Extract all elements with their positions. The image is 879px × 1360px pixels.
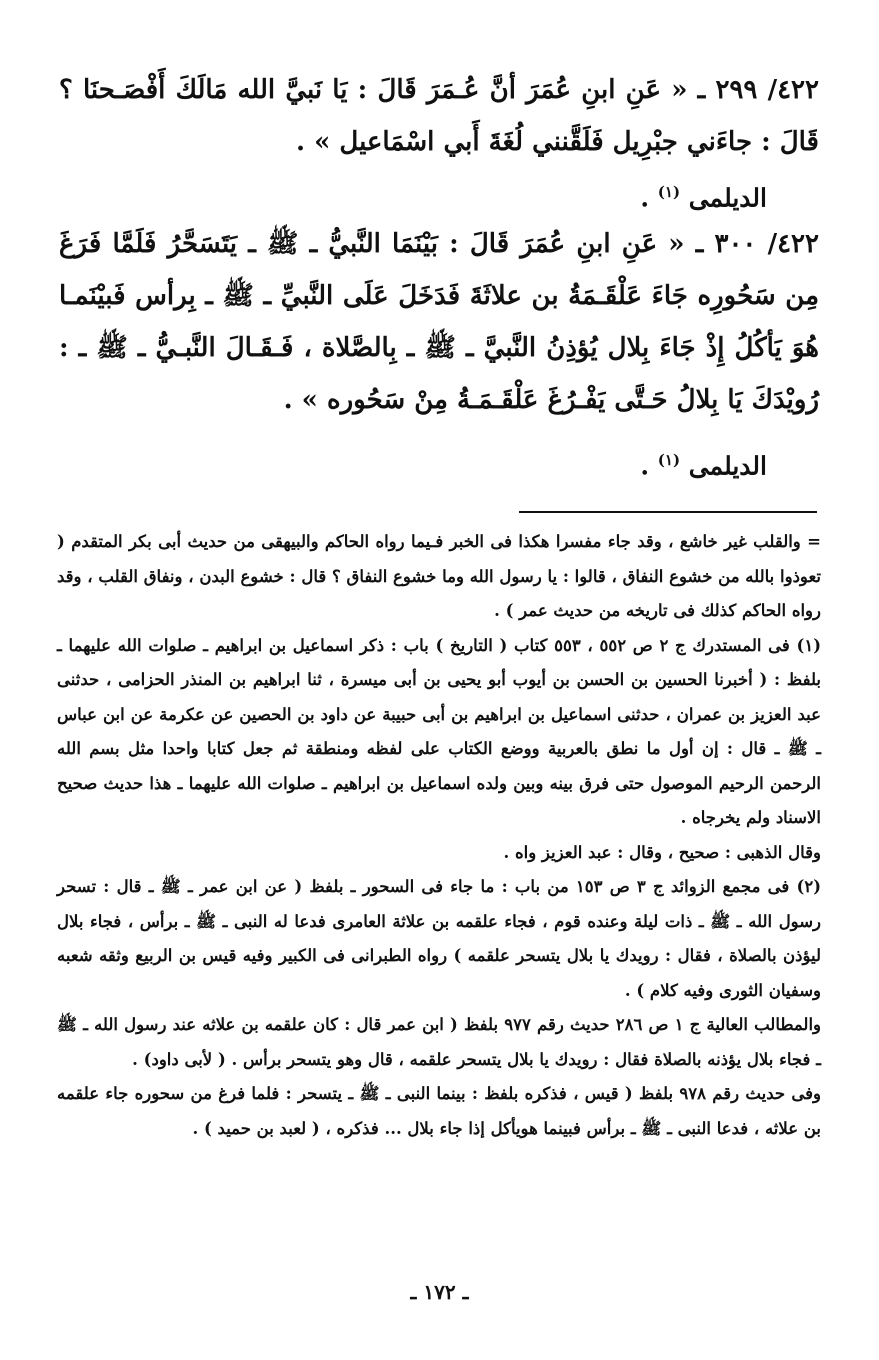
period: .	[640, 183, 650, 213]
hadith-299: ٤٢٢/ ٢٩٩ ـ « عَنِ ابنِ عُمَرَ أنَّ عُـمَرَ قَالَ : يَا نَبيَّ الله مَالَكَ أَفْصَـحنَا ؟ قَالَ : جاءَني جبْرِيل فَلَقَّنني لُغَةَ أَبي اسْمَاعيل » .	[59, 75, 819, 157]
period: .	[640, 451, 650, 481]
footnote-1: (١) فى المستدرك ج ٢ ص ٥٥٢ ، ٥٥٣ كتاب ( التاريخ ) باب : ذكر اسماعيل بن ابراهيم ـ صلوات الله عليهما ـ بلفظ : ( أخبرنا الحسين بن الحسن بن أيوب أبو يحيى بن أبى ميسرة ، ثنا ابراهيم بن المنذر الحزامى ، حدثنى عبد العزيز بن عمران ، حدثنى اسماعيل بن ابراهيم بن أبى حبيبة عن داود بن الحصين عن عكرمة عن ابن عباس ـ ﷺ ـ قال : إن أول ما نطق بالعربية ووضع الكتاب على لفظه ومنطقة ثم جعل كتابا واحدا مثل بسم الله الرحمن الرحيم الموصول حتى فرق بينه وبين ولده اسماعيل بن ابراهيم ـ صلوات الله عليهما ـ هذا حديث صحيح الاسناد ولم يخرجاه .	[57, 635, 822, 827]
footnote-continuation: = والقلب غير خاشع ، وقد جاء مفسرا هكذا فى الخبر فـيما رواه الحاكم والبيهقى من حديث أبى بكر المتقدم ( تعوذوا بالله من خشوع النفاق ، قالوا : يا رسول الله وما خشوع النفاق ؟ قال : خشوع البدن ، ونفاق القلب ، وقد رواه الحاكم كذلك فى تاريخه من حديث عمر ) .	[57, 532, 821, 620]
footnote-1-addendum: وقال الذهبى : صحيح ، وقال : عبد العزيز واه .	[503, 842, 821, 862]
footnote-ref: (١)	[657, 451, 681, 469]
hadith-300: ٤٢٢/ ٣٠٠ ـ « عَنِ ابنِ عُمَرَ قَالَ : بَيْنَمَا النَّبيُّ ـ ﷺ ـ يَتَسَحَّرُ فَلَمَّا فَرَغَ مِن سَحُورِه جَاءَ عَلْقَـمَةُ بن علاثَةَ فَدَخَلَ عَلَى النَّبيِّ ـ ﷺ ـ بِرأس فَبيْنَمـا هُوَ يَأكُلُ إِذْ جَاءَ بِلال يُؤذِنُ النَّبيَّ ـ ﷺ ـ بِالصَّلاة ، فَـقَـالَ النَّبـيُّ ـ ﷺ ـ : رُويْدَكَ يَا بِلالُ حَـتَّى يَفْـرُغَ عَلْقَـمَـةُ مِنْ سَحُوره » .	[59, 229, 819, 415]
footnotes-section	[57, 525, 821, 1146]
footnote-ref: (١)	[657, 183, 681, 201]
hadith-299-source	[640, 172, 767, 218]
page-number: ـ ١٧٢ ـ	[410, 1280, 469, 1304]
footnote-2: (٢) فى مجمع الزوائد ج ٣ ص ١٥٣ من باب : ما جاء فى السحور ـ بلفظ ( عن ابن عمر ـ ﷺ ـ قال : تسحر رسول الله ـ ﷺ ـ ذات ليلة وعنده قوم ، فجاء علقمه بن علاثة العامرى فدعا له النبى ـ ﷺ ـ برأس ، فجاء بلال ليؤذن بالصلاة ، فقال : رويدك يا بلال يتسحر علقمه ) رواه الطبرانى فى الكبير وفيه قيس بن الربيع وثقه شعبه وسفيان الثورى وفيه كلام ) .	[57, 877, 822, 1000]
footnote-2-hadith-978: وفى حديث رقم ٩٧٨ بلفظ ( قيس ، فذكره بلفظ : بينما النبى ـ ﷺ ـ يتسحر : فلما فرغ من سحوره جاء علقمه بن علاثه ، فدعا النبى ـ ﷺ ـ برأس فبينما هويأكل إذا جاء بلال ... فذكره ، ( لعبد بن حميد ) .	[57, 1084, 821, 1138]
footnote-divider	[519, 511, 817, 513]
footnote-2-matalib: والمطالب العالية ج ١ ص ٢٨٦ حديث رقم ٩٧٧ بلفظ ( ابن عمر قال : كان علقمه بن علاثه عند رسول الله ـ ﷺ ـ فجاء بلال يؤذنه بالصلاة فقال : رويدك يا بلال يتسحر علقمه ، قال وهو يتسحر برأس . ( لأبى داود) .	[57, 1015, 821, 1069]
hadith-300-source	[640, 440, 767, 486]
source-name: الديلمى	[688, 183, 767, 213]
source-name: الديلمى	[688, 451, 767, 481]
